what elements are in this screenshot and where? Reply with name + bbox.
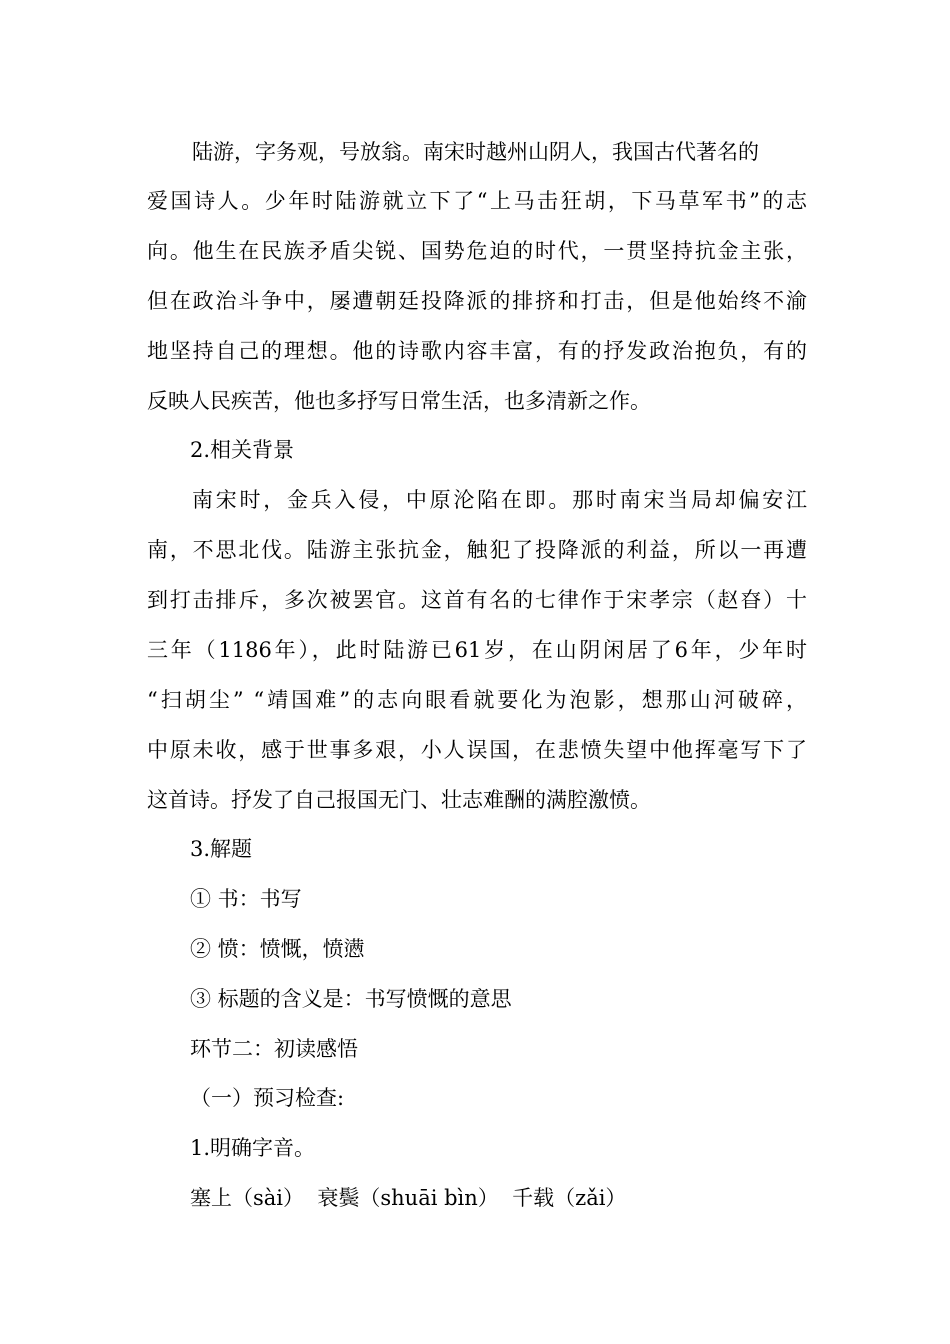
item-pronunciation: 1.明确字音。 <box>190 1136 316 1160</box>
author-intro-line-5: 地坚持自己的理想。他的诗歌内容丰富，有的抒发政治抱负，有的 <box>147 339 807 363</box>
heading-background: 2.相关背景 <box>190 438 295 462</box>
background-line-7: 这首诗。抒发了自己报国无门、壮志难酬的满腔激愤。 <box>147 788 651 812</box>
background-line-1: 南宋时，金兵入侵，中原沦陷在即。那时南宋当局却偏安江 <box>192 488 807 512</box>
heading-title-explanation: 3.解题 <box>190 837 253 861</box>
author-intro-line-2: 爱国诗人。少年时陆游就立下了“上马击狂胡，下马草军书”的志 <box>147 189 807 213</box>
author-intro-line-3: 向。他生在民族矛盾尖锐、国势危迫的时代，一贯坚持抗金主张， <box>147 239 807 263</box>
background-line-2: 南，不思北伐。陆游主张抗金，触犯了投降派的利益，所以一再遭 <box>147 538 807 562</box>
background-line-6: 中原未收，感于世事多艰，小人误国，在悲愤失望中他挥毫写下了 <box>147 738 807 762</box>
pronunciation-line: 塞上（sài） 衰鬓（shuāi bìn） 千载（zǎi） <box>190 1186 627 1210</box>
background-line-3: 到打击排斥，多次被罢官。这首有名的七律作于宋孝宗（赵昚）十 <box>147 588 807 612</box>
author-intro-line-6: 反映人民疾苦，他也多抒写日常生活，也多清新之作。 <box>147 389 651 413</box>
section-two-heading: 环节二：初读感悟 <box>190 1037 358 1061</box>
title-item-1: ① 书：书写 <box>190 887 302 911</box>
subsection-one-heading: （一）预习检查: <box>190 1086 345 1110</box>
title-item-2: ② 愤：愤慨，愤懑 <box>190 937 365 961</box>
background-line-5: “扫胡尘” “靖国难”的志向眼看就要化为泡影，想那山河破碎， <box>147 688 807 712</box>
title-item-3: ③ 标题的含义是：书写愤慨的意思 <box>190 987 512 1011</box>
author-intro-line-1: 陆游，字务观，号放翁。南宋时越州山阴人，我国古代著名的 <box>192 140 759 164</box>
background-line-4: 三年（1186年），此时陆游已61岁，在山阴闲居了6年，少年时 <box>147 638 807 662</box>
author-intro-line-4: 但在政治斗争中，屡遭朝廷投降派的排挤和打击，但是他始终不渝 <box>147 289 807 313</box>
